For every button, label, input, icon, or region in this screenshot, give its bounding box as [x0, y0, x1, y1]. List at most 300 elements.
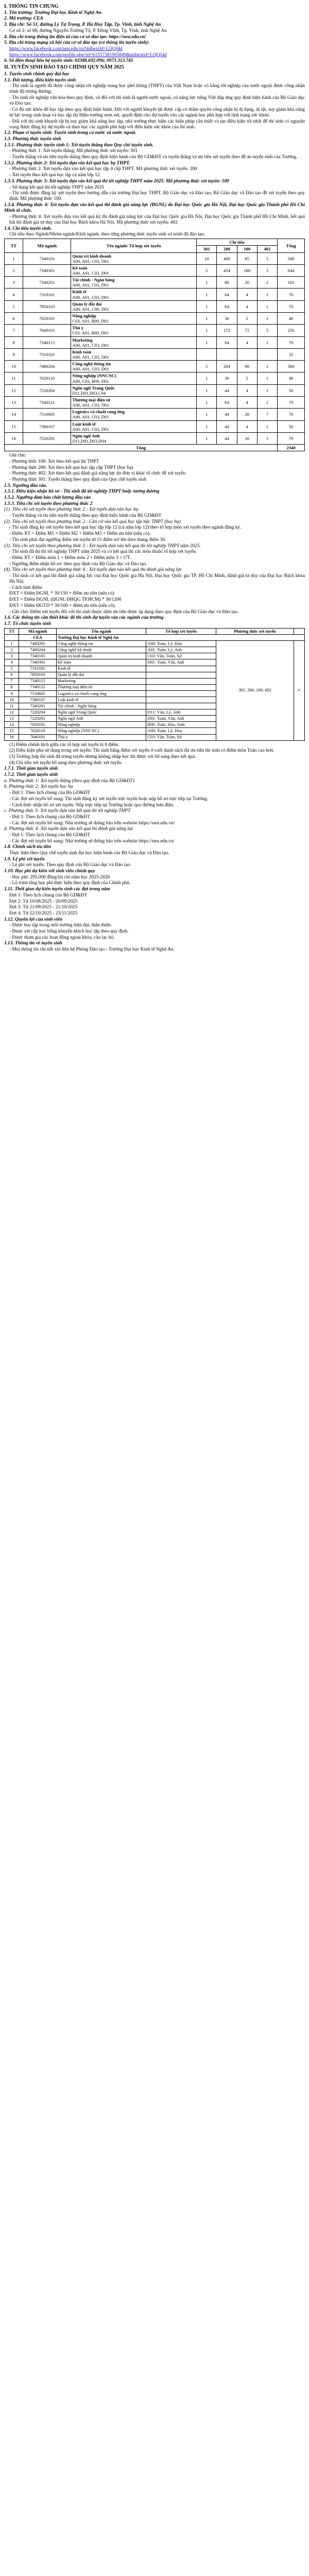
- criteria-line: - Thí sinh đã dự thi tốt nghiệp THPT năm 2025 và có kết quả thi các môn thuộc tổ hợp xét tuyển.: [9, 549, 197, 555]
- method-line: - Sử dụng kết quả thi tốt nghiệp THPT năm 2025: [9, 184, 104, 190]
- col-header-100: 100: [237, 246, 257, 252]
- table-cell: 7620101: [23, 313, 71, 325]
- table-cell: 7340121: [23, 396, 71, 408]
- info-line: 4. Địa chỉ trang thông tin điện tử của cơ sở đào tạo: https://neu.edu.vn/: [4, 34, 146, 40]
- info-line: Thực hiện theo Quy chế tuyển sinh đại học hiện hành của Bộ Giáo dục và Đào tạo.: [9, 851, 169, 856]
- criteria-line: (2). Tiêu chí xét tuyển theo phương thức 2 : Căn cứ vào kết quả học tập bậc THPT (học bạ): [4, 519, 181, 524]
- table-cell: 1: [5, 641, 19, 647]
- table-cell: 644: [278, 264, 305, 276]
- table-cell: 1: [257, 289, 277, 300]
- table-cell: 7340115: [19, 678, 57, 684]
- subject-combo: A00, A01, C03, D01: [72, 426, 109, 432]
- table-cell: 1: [257, 361, 277, 372]
- criteria-line: - Điểm XT = Điểm M1 + Điểm M2 + Điểm M3 + Điểm ưu tiên (nếu có).: [9, 531, 151, 537]
- subject-combo: A00, A01, C03, D01: [72, 294, 109, 300]
- info-line: (3) Trường hợp thí sinh đã trúng tuyển nhưng không nhập học thì được xét bổ sung theo kết quả.: [9, 754, 196, 760]
- table-cell: 7510605: [23, 409, 71, 420]
- table-cell: 204: [217, 361, 237, 372]
- table-cell: 1: [197, 325, 217, 336]
- info-line: a. Phương thức 1: Xét tuyển thẳng (theo quy định của Bộ GD&ĐT): [4, 778, 134, 784]
- info-line: - Học phí: 295.000 đồng/tín chỉ năm học 2025-2026: [9, 874, 110, 880]
- table-cell: Logistics và chuỗi cung ứng: [56, 690, 146, 697]
- table-cell: 7220201: [23, 432, 71, 444]
- eligibility-paragraphs: [4, 83, 305, 130]
- table-cell: 10: [5, 361, 23, 372]
- table-cell: 11: [5, 703, 19, 709]
- eligibility-line: - Thí sinh tốt nghiệp văn hóa theo quy định, và đối với thí sinh là người nước ngoài, có năng lực tiếng Việt đáp ứng quy định hiện hành của Bộ Giáo dục và Đào tạo;: [9, 95, 305, 107]
- checkmark-icon: ✓: [294, 641, 304, 741]
- admission-methods: [4, 143, 305, 238]
- table-cell: [237, 348, 257, 360]
- info-line: - Được tham gia các hoạt động ngoại khóa, câu lạc bộ.: [9, 935, 115, 940]
- program-name: Công nghệ thông tin: [72, 361, 111, 367]
- table-cell: 7340115: [23, 336, 71, 348]
- eligibility-line: - Đối với thí sinh khuyết tật bị suy giảm khả năng học tập, nhà trường thực hiện các biện pháp cần thiết và tạo điều kiện tốt nhất để thí sinh có nguyện vọng được đăng ký dự tuyển và theo học các ngành phù hợp với điều kiện sức khỏe của thí sinh.: [9, 118, 305, 130]
- program-name-cell: [71, 300, 197, 312]
- table-cell: 7380107: [23, 420, 71, 432]
- table-cell: 5: [5, 666, 19, 672]
- program-name: Luật kinh tế: [72, 421, 96, 427]
- info-line: c. Phương thức 3: Xét tuyển dựa vào kết quả thi tốt nghiệp THPT: [4, 808, 131, 814]
- info-line: Đợt 4: Từ 22/10/2025 - 23/11/2025: [9, 910, 78, 916]
- table-cell: 7620101: [19, 722, 57, 728]
- table-cell: 9: [5, 690, 19, 697]
- social-link[interactable]: https://www.facebook.com/profile.php?id=61557381965849&mibextid=LQQJ4d: [9, 52, 167, 58]
- table-row: [5, 396, 305, 408]
- table-cell: A00: Toán, Lý, Hóa: [146, 641, 216, 647]
- prog-header-name: Tên ngành: [56, 628, 146, 634]
- table-cell: Tài chính - Ngân hàng: [56, 703, 146, 709]
- table-row: [5, 336, 305, 348]
- info-line: 1.7.2. Thời gian tuyển sinh: [4, 772, 58, 778]
- table-cell: B00: Toán, Hóa, Sinh: [146, 722, 216, 728]
- subject-combo: D11,D01,D03,D04: [72, 438, 106, 444]
- info-line: Cơ sở 2: số 68, đường Nguyễn Trường Tộ, P. Đông Vĩnh, Tp. Vinh, tỉnh Nghệ An: [9, 28, 167, 33]
- table-cell: Quản trị kinh doanh: [56, 653, 146, 659]
- table-cell: 1: [197, 396, 217, 408]
- table-cell: Nông nghiệp (NNCNC): [56, 728, 146, 734]
- table-cell: 40: [278, 313, 305, 325]
- program-name: Ngôn ngữ Anh: [72, 433, 100, 438]
- subsection-1-7-title: 1.7. Tổ chức tuyển sinh: [4, 621, 52, 626]
- method-line: - Tuyển thẳng và ưu tiên tuyển thẳng theo quy định hiện hành của Bộ GD&ĐT và tuyển thẳng và ưu tiên xét tuyển theo đề án tuyển sinh của Trường.: [9, 155, 298, 160]
- col-header-200: 200: [217, 246, 237, 252]
- table-cell: 103: [278, 277, 305, 289]
- note-line: - Phương thức 200: Xét theo kết quả học tập cấp THPT (học bạ): [9, 465, 133, 470]
- table-cell: A01: Toán, Lý, Anh: [146, 647, 216, 653]
- program-name: Kinh toán: [72, 349, 92, 354]
- table-cell: 36: [217, 313, 237, 325]
- table-cell: 7310101: [23, 348, 71, 360]
- info-line: - Lộ trình tăng học phí thực hiện theo quy định của Chính phủ.: [9, 880, 131, 886]
- table-cell: 70: [278, 300, 305, 312]
- table-row: [5, 361, 305, 372]
- table-row: [5, 325, 305, 336]
- quota-total-value: 2340: [278, 445, 305, 451]
- table-cell: 44: [217, 420, 237, 432]
- program-name: Marketing: [72, 337, 93, 343]
- table-cell: Thương mại điện tử: [56, 684, 146, 690]
- table-cell: 1: [257, 372, 277, 384]
- method-line: - Phương thức 1: Xét tuyển thẳng; Mã phương thức xét tuyển: 301: [9, 148, 138, 154]
- info-line: 3. Địa chỉ: Số 51, đường Lý Tự Trọng, P. Hà Huy Tập, Tp. Vinh, tỉnh Nghệ An: [4, 22, 161, 28]
- table-cell: 7380107: [19, 697, 57, 703]
- method-line: 1.4. Chỉ tiêu tuyển sinh.: [4, 226, 52, 231]
- method-line: 1.3.3. Phương thức 3: Xét tuyển dựa vào kết quả thi tốt nghiệp THPT năm 2025. Mã phương thức xét tuyển: 100: [4, 178, 229, 184]
- subject-combo: A00, A01, C03, D01: [72, 270, 109, 276]
- table-cell: 50: [278, 384, 305, 396]
- method-line: 1.3.2. Phương thức 2: Xét tuyển dựa vào kết quả học bạ THPT.: [4, 160, 130, 166]
- table-cell: 40: [278, 372, 305, 384]
- table-row: [5, 372, 305, 384]
- table-cell: 4: [237, 384, 257, 396]
- table-row: [5, 252, 305, 264]
- method-line: - Xét tuyển theo kết quả học tập cả năm lớp 12.: [9, 173, 101, 178]
- table-cell: 44: [217, 384, 237, 396]
- table-cell: 300: [278, 361, 305, 372]
- table-cell: 7340101: [19, 653, 57, 659]
- remaining-content: [4, 742, 305, 953]
- table-cell: 32: [278, 348, 305, 360]
- table-cell: 7: [5, 678, 19, 684]
- table-cell: Luật kinh tế: [56, 697, 146, 703]
- criteria-line: - Điểm XT = Điểm môn 1 + Điểm môn 2 + Điểm môn 3 + ƯT.: [9, 555, 131, 561]
- entry-threshold-content: [4, 489, 305, 621]
- program-name-cell: [71, 420, 197, 432]
- table-cell: 5: [257, 252, 277, 264]
- criteria-line: (1). Tiêu chí xét tuyển theo phương thức 2 : Xét tuyển dựa vào học bạ: [4, 507, 139, 513]
- table-cell: 72: [237, 325, 257, 336]
- info-line: 1.7.1. Thời gian tuyển sinh: [4, 766, 58, 772]
- col-header-total: Tổng: [278, 239, 305, 252]
- subject-combo: A00, A01, C03, D01: [72, 342, 109, 348]
- table-cell: 14: [5, 722, 19, 728]
- table-cell: [197, 348, 217, 360]
- table-cell: 1: [197, 420, 217, 432]
- table-cell: 20: [237, 409, 257, 420]
- info-line: 1.13. Thông tin về tuyển sinh: [4, 941, 62, 946]
- table-cell: 4: [237, 396, 257, 408]
- prog-header-check: [294, 628, 304, 634]
- table-cell: 13: [5, 716, 19, 722]
- info-line: 2. Mã trường: CEA: [4, 16, 43, 22]
- info-line: - Được xét cấp học bổng khuyến khích học tập theo quy định.: [9, 928, 129, 934]
- subject-combo: A00, C03, B00, D01: [72, 378, 109, 384]
- col-header-code: Mã ngành: [23, 239, 71, 252]
- table-cell: 3: [5, 277, 23, 289]
- prog-university-name: Trường Đại học Kinh tế Nghệ An: [56, 635, 304, 641]
- criteria-line: (3). Tiêu chí xét tuyển theo phương thức 3 : Xét tuyển dựa vào kết quả thi tốt nghiệp THPT năm 2025.: [4, 543, 201, 549]
- table-cell: 13: [5, 396, 23, 408]
- program-name: Kế toán: [72, 265, 88, 270]
- info-line: - Các đợt xét tuyển bổ sung: Thí sinh đăng ký xét tuyển trực tuyến hoặc nộp hồ sơ trực tiếp tại Trường.: [9, 796, 208, 802]
- method-line: 1.3.1. Phương thức tuyển sinh 1: Xét tuyển thẳng theo Quy chế tuyển sinh.: [4, 142, 154, 148]
- criteria-line: (4). Tiêu chí xét tuyển theo phương thức 4 : Xét tuyển dựa vào kết quả thi đánh giá năng lực: [4, 567, 182, 573]
- prog-header-index: TT: [5, 628, 19, 634]
- program-name-cell: [71, 348, 197, 360]
- program-name: Thương mại điện tử: [72, 397, 110, 402]
- table-cell: 2: [237, 372, 257, 384]
- col-header-301: 301: [197, 246, 217, 252]
- criteria-line: 1.5.2. Ngưỡng đảm bảo chất lượng đầu vào: [4, 495, 91, 501]
- info-line: 1.11. Thời gian dự kiến tuyển sinh các đợt trong năm: [4, 887, 110, 892]
- table-cell: 7620110: [19, 728, 57, 734]
- table-cell: 1: [197, 300, 217, 312]
- program-name: Ngôn ngữ Trung Quốc: [72, 385, 115, 391]
- table-cell: 1: [257, 313, 277, 325]
- eligibility-line: - Có đủ sức khỏe để học tập theo quy định hiện hành. Đối với người khuyết tật được cấp có thẩm quyền công nhận bị dị dạng, dị tật, suy giảm khả năng tự lực trong sinh hoạt và học tập thì Hiệu trưởng xem xét, quyết định cho dự tuyển vào các ngành học phù hợp với tình trạng sức khỏe;: [9, 107, 305, 118]
- info-line: Đợt 2: Từ 10/08/2025 - 20/09/2025: [9, 899, 78, 904]
- table-cell: 70: [278, 432, 305, 444]
- table-cell: 2: [257, 277, 277, 289]
- table-cell: 2: [5, 264, 23, 276]
- program-name-cell: [71, 313, 197, 325]
- table-cell: 50: [278, 420, 305, 432]
- program-name-cell: [71, 432, 197, 444]
- table-cell: 70: [278, 396, 305, 408]
- info-line: 6. Số điện thoại liên hệ tuyển sinh: 02388.692.096; 0973.313.745: [4, 58, 133, 64]
- table-cell: 7220201: [19, 716, 57, 722]
- table-cell: 7340201: [23, 277, 71, 289]
- table-cell: 5: [257, 325, 277, 336]
- table-cell: 11: [5, 372, 23, 384]
- table-row: [5, 264, 305, 276]
- info-line: - Lệ phí xét tuyển: Theo quy định của Bộ Giáo dục và Đào tạo.: [9, 862, 131, 868]
- criteria-line: - Ghi chú: Điểm xét tuyển đối với thí sinh thuộc diện ưu tiên được áp dụng theo quy định của Bộ Giáo dục và Đào tạo.: [9, 609, 239, 615]
- method-line: - Phương thức 4: Xét tuyển dựa vào kết quả kỳ thi đánh giá năng lực của Đại học Quốc gia Hà Nội, Đại học Quốc gia Thành phố Hồ Chí Minh, kết quả bài thi đánh giá tư duy của Đại học Bách khoa Hà Nội. Mã phương thức xét tuyển: 402: [9, 214, 305, 225]
- table-cell: 85: [237, 252, 257, 264]
- table-cell: 20: [237, 432, 257, 444]
- table-cell: 5: [197, 361, 217, 372]
- col-header-402: 402: [257, 246, 277, 252]
- table-cell: 4: [237, 300, 257, 312]
- table-cell: 44: [217, 432, 237, 444]
- table-cell: 4: [237, 336, 257, 348]
- info-line: 1.10. Học phí dự kiến với sinh viên chính quy: [4, 869, 95, 874]
- program-name: Tài chính - Ngân hàng: [72, 277, 115, 283]
- table-cell: 7340201: [19, 703, 57, 709]
- subject-combo: A00, A01, C03, D01: [72, 354, 109, 360]
- info-line: 1.12. Quyền lợi của sinh viên: [4, 917, 63, 922]
- table-cell: 4: [5, 289, 23, 300]
- table-cell: [146, 703, 216, 709]
- table-row: [5, 348, 305, 360]
- program-name-cell: [71, 396, 197, 408]
- program-name-cell: [71, 289, 197, 300]
- table-cell: [146, 678, 216, 684]
- info-line: - Mọi thông tin chi tiết xin liên hệ Phòng Đào tạo - Trường Đại học Kinh tế Nghệ An.: [9, 947, 175, 953]
- criteria-line: - Cách tính điểm:: [9, 585, 43, 590]
- criteria-line: 1.6. Các thông tin cần thiết khác để thí sinh dự tuyển vào các ngành của trường: [4, 615, 164, 621]
- table-cell: 44: [217, 409, 237, 420]
- table-cell: 2: [237, 313, 257, 325]
- table-cell: Quản lý đất đai: [56, 672, 146, 678]
- criteria-line: ĐXT = Điểm ĐGNL * 30/150 + điểm ưu tiên (nếu có): [9, 591, 114, 597]
- subsection-1-5-title: 1.5. Ngưỡng đầu vào.: [4, 483, 47, 488]
- table-cell: 7620110: [23, 372, 71, 384]
- table-cell: 7220204: [23, 384, 71, 396]
- section-1-title: I. THÔNG TIN CHUNG: [4, 4, 59, 9]
- table-row: [5, 420, 305, 432]
- table-cell: 4: [237, 420, 257, 432]
- table-cell: 5: [197, 264, 217, 276]
- subsection-1-3-title: 1.3. Phương thức tuyển sinh: [4, 137, 61, 142]
- info-line: 1. Tên trường: Trường Đại học Kinh tế Nghệ An: [4, 10, 101, 15]
- criteria-line: - Ngưỡng điểm nhận hồ sơ: theo quy định của Bộ Giáo dục và Đào tạo.: [9, 561, 147, 567]
- table-cell: [217, 348, 237, 360]
- table-cell: 5: [5, 300, 23, 312]
- table-cell: 7340121: [19, 684, 57, 690]
- table-cell: 5: [257, 432, 277, 444]
- info-line: Đợt 1: Theo lịch chung của Bộ GD&ĐT: [9, 892, 88, 898]
- table-cell: 16: [5, 734, 19, 740]
- table-row: [5, 289, 305, 300]
- table-cell: 400: [217, 252, 237, 264]
- table-cell: 7310101: [19, 666, 57, 672]
- table-cell: 12: [5, 709, 19, 716]
- subject-combo: A00, A01, C03, D01: [72, 402, 109, 408]
- table-cell: 15: [5, 420, 23, 432]
- method-line: Chỉ tiêu theo Ngành/Nhóm ngành/Khối ngành, theo từng phương thức tuyển sinh và trình độ đào tạo.: [9, 232, 205, 238]
- table-cell: 80: [217, 277, 237, 289]
- table-row: [5, 277, 305, 289]
- info-line: (1) Điểm chênh lệch giữa các tổ hợp xét tuyển là 0 điểm.: [9, 742, 119, 748]
- table-row: [5, 313, 305, 325]
- social-link[interactable]: https://www.facebook.com/neu.edu.vn?mibextid=LQQJ4d: [9, 46, 123, 52]
- table-cell: 172: [217, 325, 237, 336]
- col-header-index: TT: [5, 239, 23, 252]
- program-name-cell: [71, 372, 197, 384]
- subject-combo: A00, A01, C03, D01: [72, 282, 109, 288]
- table-cell: 7640101: [23, 325, 71, 336]
- table-cell: 500: [278, 252, 305, 264]
- table-cell: 7510605: [19, 690, 57, 697]
- info-line: - Đợt 1: Theo lịch chung của Bộ GD&ĐT: [9, 832, 90, 838]
- table-row: [5, 384, 305, 396]
- info-line: (4) Chỉ tiêu xét tuyển bổ sung theo phương thức xét tuyển.: [9, 760, 123, 766]
- table-cell: 10: [5, 697, 19, 703]
- table-cell: 64: [217, 289, 237, 300]
- subject-combo: C03, A01, B00, D01: [72, 318, 109, 324]
- table-cell: D11: Văn, Lý, Anh: [146, 709, 216, 716]
- document-page: [0, 0, 309, 956]
- table-cell: 8: [5, 684, 19, 690]
- table-row: [5, 641, 305, 647]
- table-cell: 10: [197, 252, 217, 264]
- table-notes: [4, 453, 305, 483]
- table-cell: [146, 697, 216, 703]
- table-cell: 9: [5, 348, 23, 360]
- table-cell: 1: [257, 336, 277, 348]
- method-line: - Thí sinh được đăng ký xét tuyển theo hướng dẫn của trường Đại học THPT, Bộ Giáo dục và Đào tạo, Bộ Giáo dục và Đào tạo đề xét tuyển theo quy định. Mã phương thức 100.: [9, 191, 305, 202]
- criteria-line: 1.5.3. Tiêu chí xét tuyển theo phương thức 2: [4, 501, 93, 506]
- program-name-cell: [71, 361, 197, 372]
- info-line: - Cách thức nhận hồ sơ xét tuyển: Nộp trực tiếp tại Trường hoặc qua đường bưu điện.: [9, 802, 175, 808]
- subject-combo: D11,D01,D03,C04: [72, 390, 106, 396]
- table-cell: 7310101: [23, 289, 71, 300]
- table-cell: 1: [5, 252, 23, 264]
- subsection-1-title: 1. Tuyển sinh chính quy đại học: [4, 71, 70, 77]
- criteria-line: 1.5.1. Điều kiện nhận hồ sơ - Thí sinh đã tốt nghiệp THPT hoặc tương đương: [4, 489, 160, 495]
- subject-combo: A00, A01, C03, D01: [72, 258, 109, 264]
- table-cell: 1: [197, 313, 217, 325]
- table-cell: 1: [197, 372, 217, 384]
- table-cell: 64: [217, 336, 237, 348]
- table-cell: Thú y: [56, 734, 146, 740]
- quota-total-row: [5, 445, 305, 451]
- table-cell: C03: Văn, Toán, Sử: [146, 734, 216, 740]
- criteria-line: ĐXT = Điểm ĐGNL (ĐGNL ĐHQG TP.HCM) * 30/1200: [9, 597, 122, 603]
- program-name-cell: [71, 384, 197, 396]
- table-row: [5, 409, 305, 420]
- table-cell: 7: [257, 409, 277, 420]
- program-name: Thú y: [72, 325, 84, 331]
- table-cell: 1: [257, 300, 277, 312]
- prog-header-combo: Tổ hợp xét tuyển: [146, 628, 216, 634]
- table-cell: 4: [237, 289, 257, 300]
- table-cell: [257, 348, 277, 360]
- method-cell: 301; 200; 100; 402: [216, 641, 294, 741]
- table-cell: Kế toán: [56, 659, 146, 666]
- subject-combo: A00, A01, C03, D01: [72, 414, 109, 420]
- table-cell: 12: [5, 384, 23, 396]
- table-cell: C03: Văn, Toán, Sử: [146, 653, 216, 659]
- table-cell: 70: [278, 289, 305, 300]
- table-cell: A00: Toán, Lý, Hóa: [146, 728, 216, 734]
- table-cell: 5: [257, 264, 277, 276]
- program-name: Quản trị kinh doanh: [72, 253, 112, 259]
- table-cell: 64: [217, 300, 237, 312]
- table-cell: 7340301: [23, 264, 71, 276]
- method-line: 1.3.4. Phương thức 4: Xét tuyển dựa vào kết quả thi đánh giá năng lực (ĐGNL) do Đại học Quốc gia Hà Nội, Đại học Quốc gia Thành phố Hồ Chí Minh tổ chức.: [4, 202, 305, 214]
- info-line: b. Phương thức 2: Xét tuyển học bạ: [4, 784, 73, 790]
- subsection-1-2-title: 1.2. Phạm vi tuyển sinh: Tuyển sinh trong cả nước và nước ngoài.: [4, 130, 136, 136]
- program-name-cell: [71, 252, 197, 264]
- table-cell: 250: [278, 325, 305, 336]
- table-cell: 1: [197, 432, 217, 444]
- quota-table: [4, 239, 305, 451]
- table-cell: D01: Toán, Văn, Anh: [146, 716, 216, 722]
- program-name: Quản lý đất đai: [72, 301, 102, 307]
- table-cell: 20: [237, 277, 257, 289]
- info-line: - Đợt 1: Theo lịch chung của Bộ GD&ĐT: [9, 790, 90, 796]
- info-line: d. Phương thức 4: Xét tuyển dựa vào kết quả thi đánh giá năng lực: [4, 826, 134, 832]
- table-cell: 7220204: [19, 709, 57, 716]
- table-cell: 1: [197, 277, 217, 289]
- table-row: [5, 300, 305, 312]
- table-cell: 7640101: [19, 734, 57, 740]
- table-cell: 1: [197, 409, 217, 420]
- criteria-line: ĐXT = Điểm ĐGTD * 30/100 + điểm ưu tiên (nếu có).: [9, 603, 116, 608]
- table-cell: Nông nghiệp: [56, 722, 146, 728]
- table-cell: [146, 690, 216, 697]
- table-cell: 7: [5, 325, 23, 336]
- table-cell: 7850103: [23, 300, 71, 312]
- program-name-cell: [71, 325, 197, 336]
- table-cell: 64: [217, 396, 237, 408]
- table-cell: Ngôn ngữ Trung Quốc: [56, 709, 146, 716]
- subject-combo: A00, A01, C00, D01: [72, 306, 109, 312]
- table-cell: 7340101: [23, 252, 71, 264]
- table-cell: 1: [257, 420, 277, 432]
- table-cell: 454: [217, 264, 237, 276]
- criteria-line: - Thí sinh phải đạt ngưỡng điểm xét tuyển từ 15 điểm trở lên theo thang điểm 30.: [9, 537, 166, 543]
- info-line: (2) Điều kiện phụ sử dụng trong xét tuyển: Thí sinh bằng điểm xét tuyển ở cuối danh sách thì ưu tiên thí sinh có điểm môn Toán cao hơn.: [9, 748, 274, 754]
- program-name: Nông nghiệp: [72, 313, 96, 318]
- info-line: Đợt 3: Từ 21/09/2025 - 21/10/2025: [9, 905, 78, 910]
- table-cell: 1: [257, 396, 277, 408]
- subject-combo: C03, A01, B00, D01: [72, 330, 109, 336]
